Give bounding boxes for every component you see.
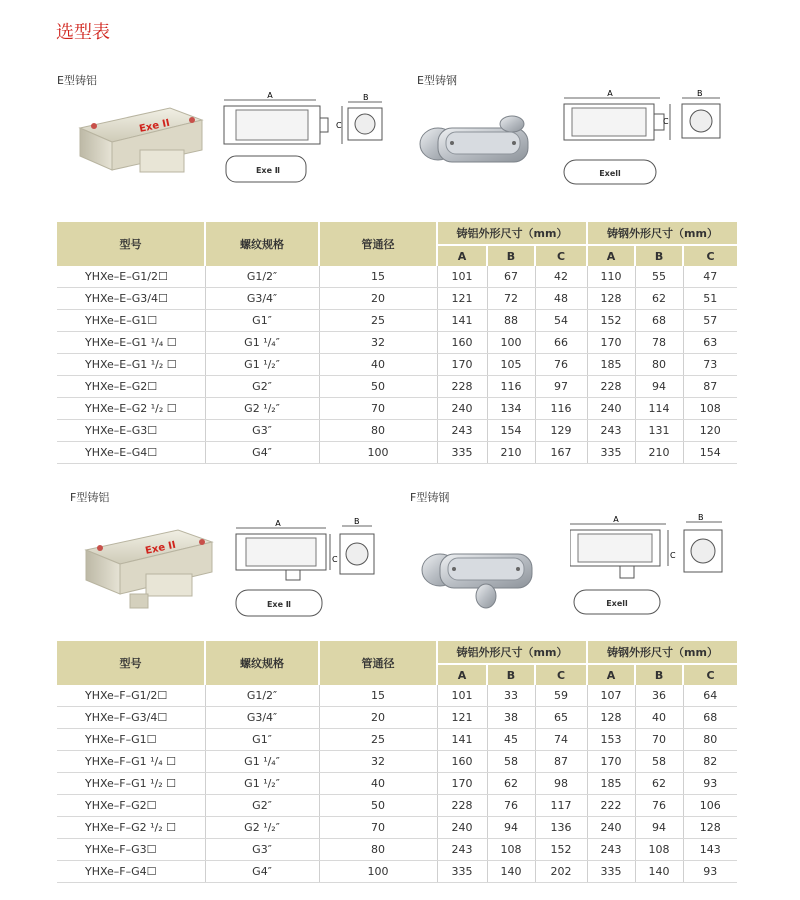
cell-pipe: 25	[319, 310, 437, 332]
cell-pipe: 20	[319, 707, 437, 729]
cell-steel-b: 78	[635, 332, 683, 354]
cell-steel-a: 153	[587, 729, 635, 751]
cell-alu-b: 88	[487, 310, 535, 332]
cell-steel-c: 120	[683, 420, 737, 442]
cell-steel-c: 47	[683, 266, 737, 288]
header-alu-a: A	[437, 664, 487, 685]
f-aluminium-box-photo	[74, 520, 224, 620]
cell-alu-b: 45	[487, 729, 535, 751]
cell-alu-a: 335	[437, 861, 487, 883]
cell-model: YHXe–E–G1 ¹/₂ ☐	[57, 354, 205, 376]
dim-a-label: A	[275, 519, 281, 528]
cell-steel-c: 64	[683, 685, 737, 707]
cell-thread: G4″	[205, 861, 319, 883]
header-alu-b: B	[487, 664, 535, 685]
cell-steel-a: 170	[587, 751, 635, 773]
cell-steel-a: 240	[587, 398, 635, 420]
cell-model: YHXe–E–G2☐	[57, 376, 205, 398]
cell-alu-b: 108	[487, 839, 535, 861]
cell-alu-b: 154	[487, 420, 535, 442]
cell-alu-a: 121	[437, 288, 487, 310]
cell-steel-a: 240	[587, 817, 635, 839]
cell-steel-c: 128	[683, 817, 737, 839]
cell-alu-a: 228	[437, 376, 487, 398]
dim-a-label: A	[607, 89, 613, 98]
cell-alu-a: 160	[437, 332, 487, 354]
f-steel-drawing-badge: Exell	[606, 599, 628, 608]
cell-alu-c: 98	[535, 773, 587, 795]
cell-steel-a: 152	[587, 310, 635, 332]
cell-steel-b: 131	[635, 420, 683, 442]
f-alu-badge: Exe II	[144, 539, 177, 557]
cell-steel-b: 62	[635, 773, 683, 795]
cell-alu-a: 141	[437, 729, 487, 751]
e-spec-table	[57, 222, 737, 464]
cell-steel-b: 40	[635, 707, 683, 729]
header-steel-a: A	[587, 245, 635, 266]
cell-thread: G2 ¹/₂″	[205, 817, 319, 839]
cell-alu-a: 160	[437, 751, 487, 773]
cell-alu-b: 140	[487, 861, 535, 883]
header-steel-b: B	[635, 664, 683, 685]
cell-steel-c: 68	[683, 707, 737, 729]
section-e-alu-label: E型铸铝	[57, 74, 97, 87]
cell-pipe: 32	[319, 332, 437, 354]
cell-alu-a: 240	[437, 817, 487, 839]
cell-alu-b: 33	[487, 685, 535, 707]
header-steel-dims: 铸钢外形尺寸（mm）	[587, 222, 737, 245]
cell-steel-b: 76	[635, 795, 683, 817]
cell-model: YHXe–F–G2 ¹/₂ ☐	[57, 817, 205, 839]
cell-pipe: 50	[319, 376, 437, 398]
cell-thread: G1 ¹/₂″	[205, 773, 319, 795]
cell-steel-b: 70	[635, 729, 683, 751]
cell-pipe: 15	[319, 266, 437, 288]
cell-model: YHXe–F–G1☐	[57, 729, 205, 751]
cell-alu-c: 65	[535, 707, 587, 729]
e-alu-badge: Exe II	[138, 117, 171, 135]
table-row	[57, 310, 737, 332]
cell-alu-b: 94	[487, 817, 535, 839]
f-table-body	[57, 685, 737, 883]
table-row	[57, 266, 737, 288]
e-alu-drawing-badge: Exe Ⅱ	[255, 166, 281, 175]
cell-alu-b: 116	[487, 376, 535, 398]
cell-model: YHXe–E–G1☐	[57, 310, 205, 332]
table-row	[57, 861, 737, 883]
cell-steel-a: 228	[587, 376, 635, 398]
table-row	[57, 442, 737, 464]
cell-pipe: 100	[319, 442, 437, 464]
cell-steel-a: 222	[587, 795, 635, 817]
header-steel-c: C	[683, 245, 737, 266]
cell-steel-c: 106	[683, 795, 737, 817]
dim-c-label: C	[332, 555, 338, 564]
dim-c-label: C	[336, 121, 342, 130]
cell-steel-b: 94	[635, 376, 683, 398]
header-model: 型号	[57, 222, 205, 266]
e-steel-box-photo	[410, 100, 550, 190]
cell-model: YHXe–F–G3☐	[57, 839, 205, 861]
cell-alu-c: 136	[535, 817, 587, 839]
table-row	[57, 376, 737, 398]
header-model: 型号	[57, 641, 205, 685]
header-thread: 螺纹规格	[205, 222, 319, 266]
cell-alu-c: 97	[535, 376, 587, 398]
f-aluminium-dimension-drawing	[230, 514, 380, 624]
cell-steel-c: 93	[683, 773, 737, 795]
cell-model: YHXe–E–G4☐	[57, 442, 205, 464]
cell-alu-a: 243	[437, 420, 487, 442]
cell-pipe: 70	[319, 817, 437, 839]
header-steel-a: A	[587, 664, 635, 685]
cell-thread: G3/4″	[205, 707, 319, 729]
cell-alu-b: 58	[487, 751, 535, 773]
cell-steel-c: 51	[683, 288, 737, 310]
cell-steel-c: 73	[683, 354, 737, 376]
cell-alu-c: 74	[535, 729, 587, 751]
cell-model: YHXe–E–G1/2☐	[57, 266, 205, 288]
cell-steel-a: 128	[587, 707, 635, 729]
cell-alu-a: 101	[437, 685, 487, 707]
header-alu-dims: 铸铝外形尺寸（mm）	[437, 222, 587, 245]
cell-steel-c: 93	[683, 861, 737, 883]
table-row	[57, 795, 737, 817]
cell-model: YHXe–F–G1 ¹/₄ ☐	[57, 751, 205, 773]
cell-steel-b: 36	[635, 685, 683, 707]
cell-model: YHXe–F–G2☐	[57, 795, 205, 817]
cell-alu-c: 202	[535, 861, 587, 883]
e-steel-drawing-badge: Exell	[599, 169, 621, 178]
cell-steel-c: 82	[683, 751, 737, 773]
table-row	[57, 332, 737, 354]
cell-thread: G1 ¹/₄″	[205, 332, 319, 354]
cell-alu-c: 76	[535, 354, 587, 376]
header-pipe: 管通径	[319, 222, 437, 266]
cell-steel-c: 63	[683, 332, 737, 354]
e-aluminium-box-photo	[70, 100, 210, 190]
f-steel-box-photo	[410, 520, 560, 620]
header-alu-dims: 铸铝外形尺寸（mm）	[437, 641, 587, 664]
table-row	[57, 420, 737, 442]
cell-alu-b: 210	[487, 442, 535, 464]
section-f-alu-label: F型铸铝	[70, 491, 110, 504]
header-alu-c: C	[535, 664, 587, 685]
header-alu-c: C	[535, 245, 587, 266]
cell-thread: G3″	[205, 420, 319, 442]
dim-a-label: A	[267, 92, 273, 100]
e-aluminium-dimension-drawing	[220, 92, 400, 192]
section-e-steel-label: E型铸钢	[417, 74, 457, 87]
cell-alu-c: 54	[535, 310, 587, 332]
f-spec-table	[57, 641, 737, 883]
cell-thread: G1 ¹/₂″	[205, 354, 319, 376]
dim-c-label: C	[663, 117, 669, 126]
cell-steel-b: 140	[635, 861, 683, 883]
cell-steel-a: 110	[587, 266, 635, 288]
cell-alu-b: 67	[487, 266, 535, 288]
cell-alu-a: 101	[437, 266, 487, 288]
cell-steel-c: 80	[683, 729, 737, 751]
cell-alu-c: 59	[535, 685, 587, 707]
cell-thread: G1″	[205, 310, 319, 332]
cell-alu-b: 105	[487, 354, 535, 376]
cell-alu-c: 87	[535, 751, 587, 773]
cell-thread: G4″	[205, 442, 319, 464]
cell-alu-a: 243	[437, 839, 487, 861]
cell-steel-b: 55	[635, 266, 683, 288]
cell-pipe: 40	[319, 354, 437, 376]
cell-thread: G2″	[205, 795, 319, 817]
cell-alu-c: 48	[535, 288, 587, 310]
cell-alu-b: 134	[487, 398, 535, 420]
cell-thread: G1/2″	[205, 685, 319, 707]
table-row	[57, 729, 737, 751]
cell-pipe: 50	[319, 795, 437, 817]
cell-model: YHXe–E–G3/4☐	[57, 288, 205, 310]
cell-alu-a: 335	[437, 442, 487, 464]
cell-pipe: 80	[319, 839, 437, 861]
table-row	[57, 707, 737, 729]
cell-steel-c: 154	[683, 442, 737, 464]
e-steel-dimension-drawing	[560, 88, 740, 192]
cell-steel-c: 87	[683, 376, 737, 398]
cell-steel-b: 114	[635, 398, 683, 420]
header-alu-a: A	[437, 245, 487, 266]
cell-alu-c: 116	[535, 398, 587, 420]
cell-pipe: 70	[319, 398, 437, 420]
cell-thread: G1″	[205, 729, 319, 751]
f-alu-drawing-badge: Exe Ⅱ	[266, 600, 292, 609]
cell-pipe: 100	[319, 861, 437, 883]
header-steel-dims: 铸钢外形尺寸（mm）	[587, 641, 737, 664]
cell-model: YHXe–F–G3/4☐	[57, 707, 205, 729]
cell-steel-a: 243	[587, 420, 635, 442]
table-row	[57, 773, 737, 795]
cell-alu-a: 170	[437, 773, 487, 795]
cell-alu-b: 72	[487, 288, 535, 310]
cell-alu-c: 152	[535, 839, 587, 861]
cell-pipe: 15	[319, 685, 437, 707]
cell-steel-c: 57	[683, 310, 737, 332]
dim-b-label: B	[697, 89, 703, 98]
table-row	[57, 288, 737, 310]
e-table-body	[57, 266, 737, 464]
cell-pipe: 20	[319, 288, 437, 310]
cell-steel-a: 128	[587, 288, 635, 310]
cell-model: YHXe–F–G1/2☐	[57, 685, 205, 707]
cell-steel-a: 170	[587, 332, 635, 354]
cell-model: YHXe–F–G1 ¹/₂ ☐	[57, 773, 205, 795]
table-row	[57, 685, 737, 707]
dim-c-label: C	[670, 551, 676, 560]
cell-model: YHXe–E–G3☐	[57, 420, 205, 442]
cell-pipe: 40	[319, 773, 437, 795]
cell-steel-a: 335	[587, 861, 635, 883]
cell-steel-a: 243	[587, 839, 635, 861]
cell-alu-c: 66	[535, 332, 587, 354]
cell-steel-b: 58	[635, 751, 683, 773]
cell-alu-a: 121	[437, 707, 487, 729]
cell-alu-b: 76	[487, 795, 535, 817]
cell-thread: G2 ¹/₂″	[205, 398, 319, 420]
dim-a-label: A	[613, 515, 619, 524]
cell-model: YHXe–E–G1 ¹/₄ ☐	[57, 332, 205, 354]
page-title: 选型表	[56, 22, 110, 43]
section-f-steel-label: F型铸钢	[410, 491, 450, 504]
table-row	[57, 817, 737, 839]
cell-thread: G1 ¹/₄″	[205, 751, 319, 773]
dim-b-label: B	[354, 517, 360, 526]
cell-alu-a: 228	[437, 795, 487, 817]
cell-alu-b: 38	[487, 707, 535, 729]
cell-alu-a: 240	[437, 398, 487, 420]
header-steel-b: B	[635, 245, 683, 266]
cell-alu-c: 167	[535, 442, 587, 464]
cell-alu-a: 170	[437, 354, 487, 376]
dim-b-label: B	[698, 513, 704, 522]
table-row	[57, 839, 737, 861]
cell-thread: G1/2″	[205, 266, 319, 288]
cell-steel-a: 107	[587, 685, 635, 707]
dim-b-label: B	[363, 93, 369, 102]
cell-pipe: 25	[319, 729, 437, 751]
cell-model: YHXe–F–G4☐	[57, 861, 205, 883]
table-row	[57, 354, 737, 376]
table-row	[57, 398, 737, 420]
header-thread: 螺纹规格	[205, 641, 319, 685]
cell-alu-c: 117	[535, 795, 587, 817]
f-steel-dimension-drawing	[570, 510, 740, 624]
cell-alu-b: 62	[487, 773, 535, 795]
cell-alu-a: 141	[437, 310, 487, 332]
cell-steel-b: 62	[635, 288, 683, 310]
cell-steel-b: 210	[635, 442, 683, 464]
cell-steel-b: 94	[635, 817, 683, 839]
cell-pipe: 80	[319, 420, 437, 442]
cell-thread: G3/4″	[205, 288, 319, 310]
cell-steel-c: 143	[683, 839, 737, 861]
cell-steel-c: 108	[683, 398, 737, 420]
header-steel-c: C	[683, 664, 737, 685]
header-alu-b: B	[487, 245, 535, 266]
cell-steel-a: 335	[587, 442, 635, 464]
cell-steel-b: 80	[635, 354, 683, 376]
cell-steel-a: 185	[587, 354, 635, 376]
cell-thread: G2″	[205, 376, 319, 398]
table-row	[57, 751, 737, 773]
cell-alu-c: 129	[535, 420, 587, 442]
cell-thread: G3″	[205, 839, 319, 861]
cell-steel-b: 108	[635, 839, 683, 861]
cell-steel-a: 185	[587, 773, 635, 795]
header-pipe: 管通径	[319, 641, 437, 685]
cell-alu-c: 42	[535, 266, 587, 288]
cell-steel-b: 68	[635, 310, 683, 332]
cell-model: YHXe–E–G2 ¹/₂ ☐	[57, 398, 205, 420]
cell-alu-b: 100	[487, 332, 535, 354]
cell-pipe: 32	[319, 751, 437, 773]
